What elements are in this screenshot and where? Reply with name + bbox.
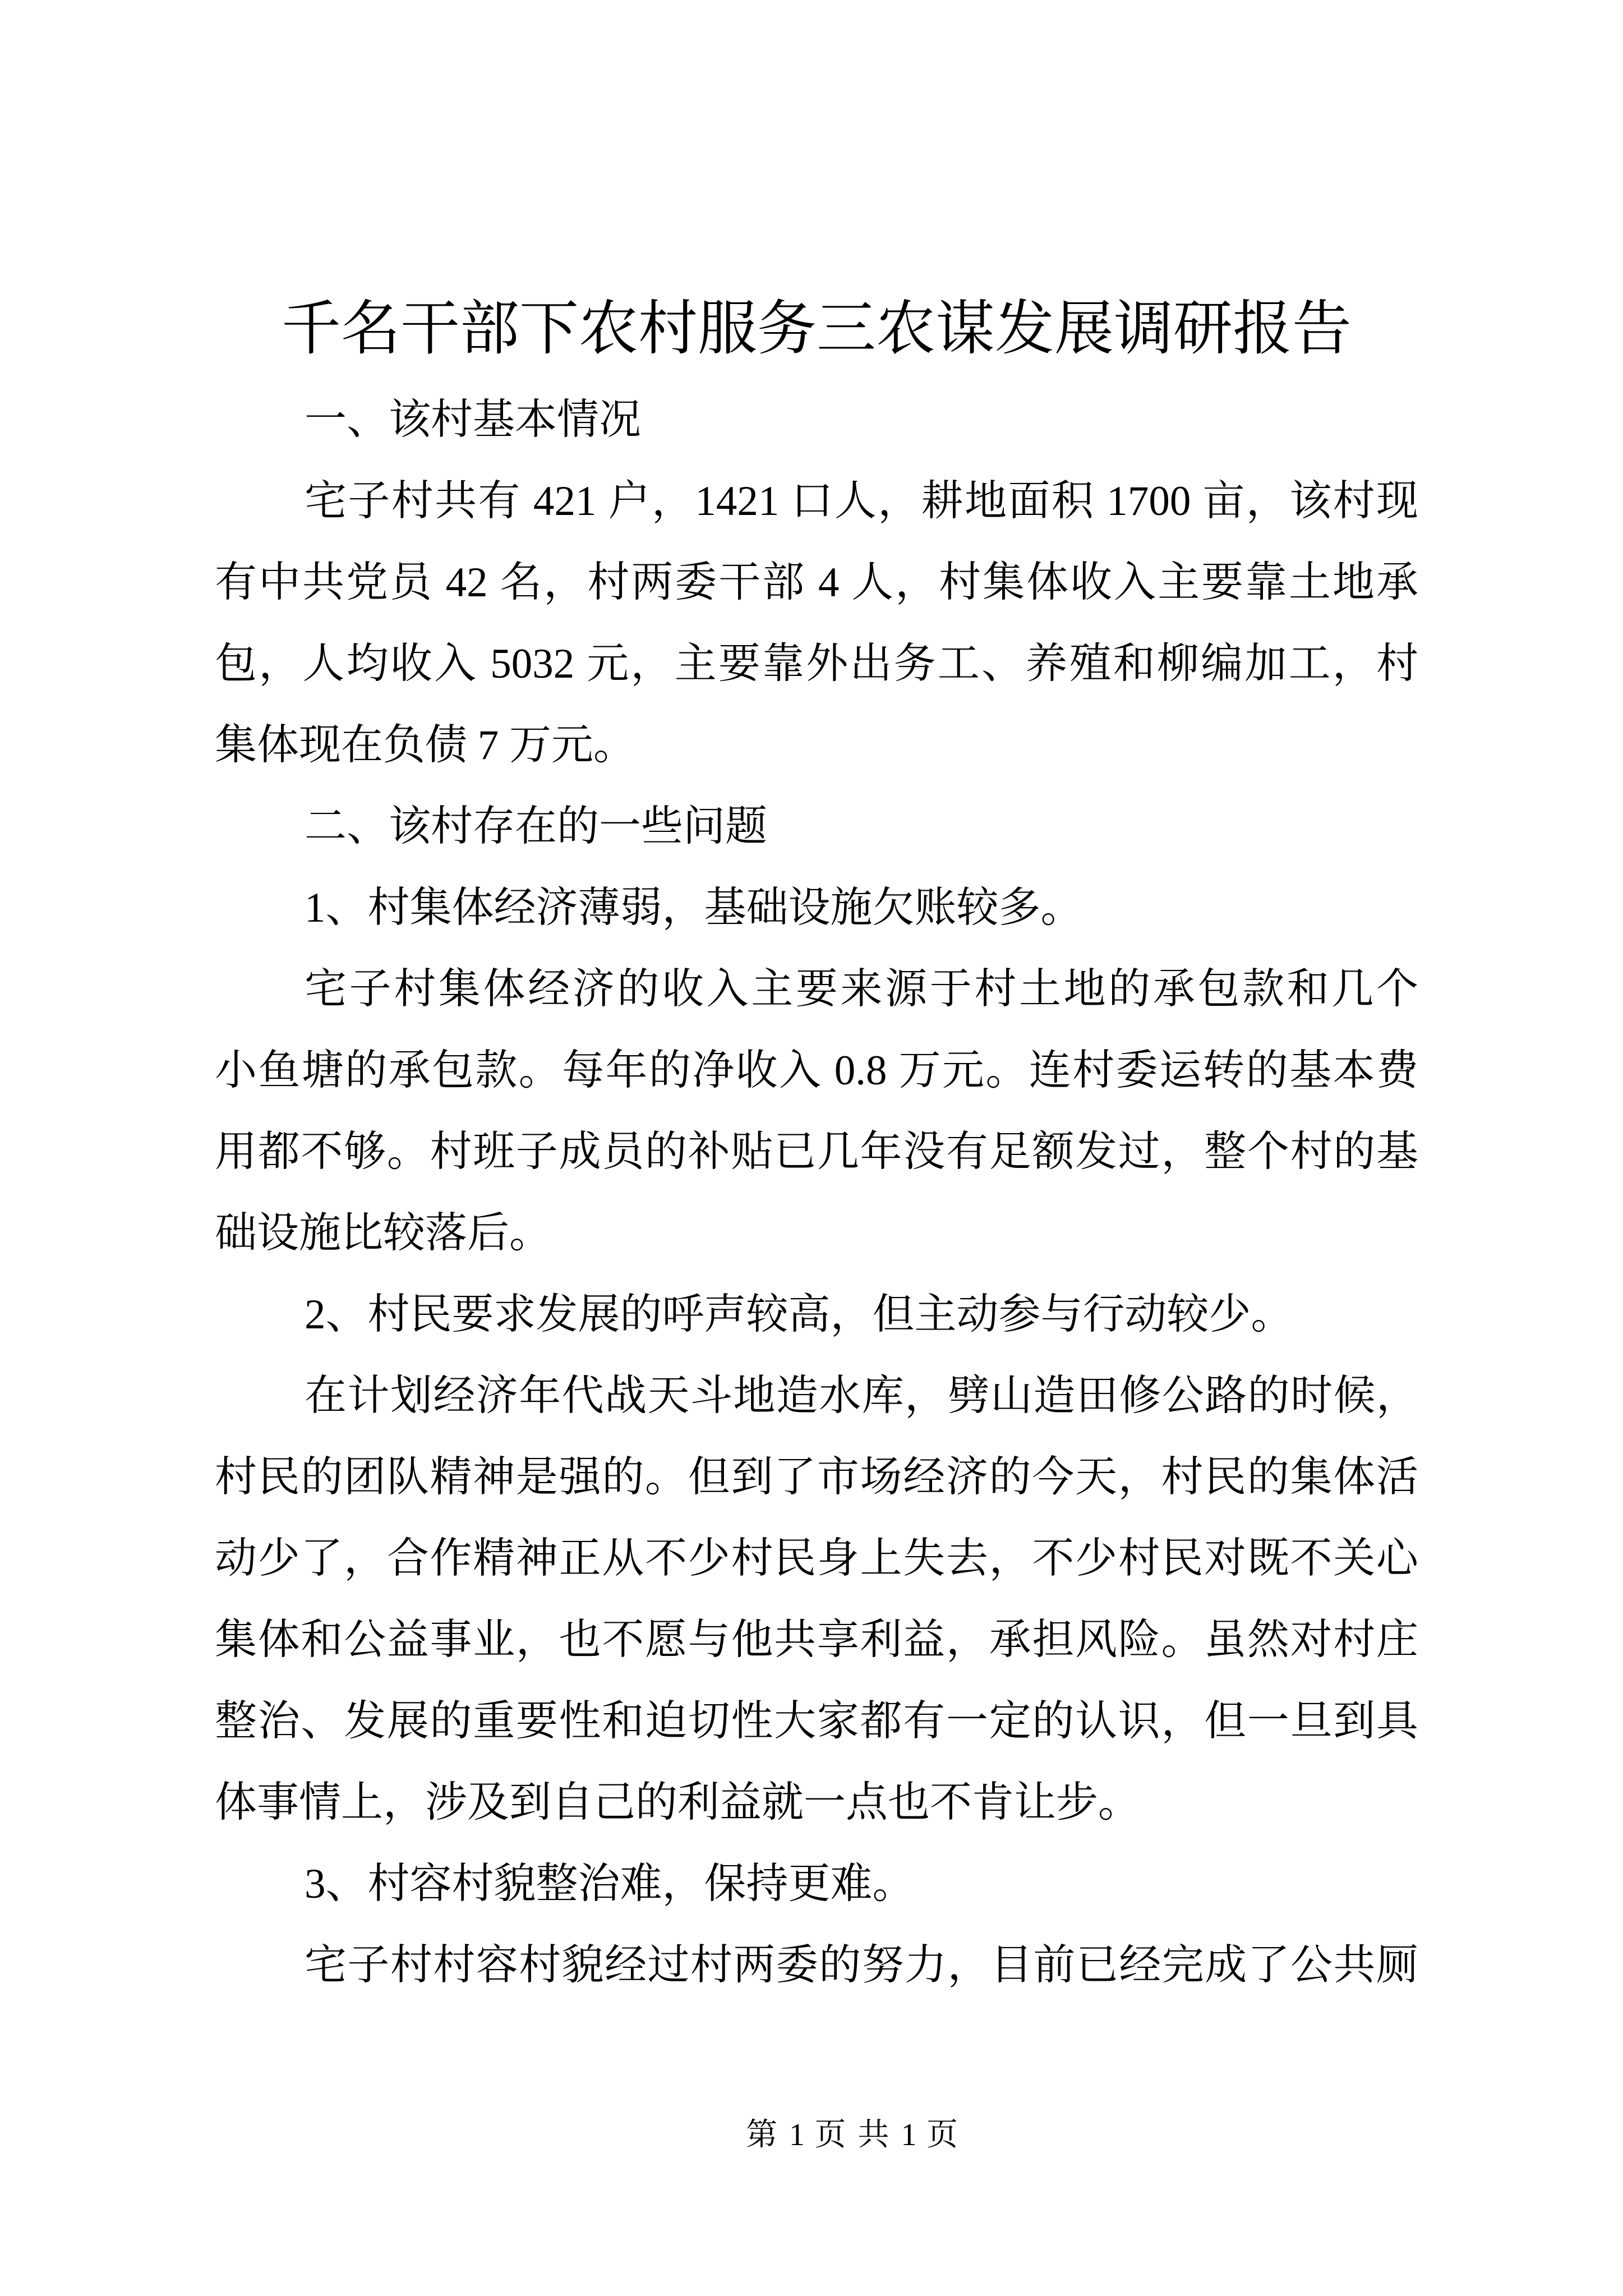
paragraph (215, 1355, 1418, 1843)
page-footer: 第 1 页 共 1 页 (746, 2118, 958, 2152)
paragraph-line: 集体和公益事业，也不愿与他共享利益，承担风险。虽然对村庄 (215, 1617, 1418, 1663)
paragraph (215, 461, 1418, 786)
paragraph-line: 3、村容村貌整治难，保持更难。 (305, 1861, 915, 1907)
paragraph-line: 小鱼塘的承包款。每年的净收入 0.8 万元。连村委运转的基本费 (215, 1047, 1418, 1094)
paragraph-line: 村民的团队精神是强的。但到了市场经济的今天，村民的集体活 (215, 1454, 1418, 1501)
paragraph-line: 宅子村集体经济的收入主要来源于村土地的承包款和几个 (305, 966, 1418, 1013)
paragraph-line: 动少了，合作精神正从不少村民身上失去，不少村民对既不关心 (215, 1535, 1418, 1582)
paragraph-line: 二、该村存在的一些问题 (305, 803, 768, 850)
paragraph (215, 949, 1418, 1274)
paragraph-line: 在计划经济年代战天斗地造水库，劈山造田修公路的时候， (305, 1373, 1418, 1419)
paragraph-line: 2、村民要求发展的呼声较高，但主动参与行动较少。 (305, 1291, 1293, 1338)
paragraph-line: 体事情上，涉及到自己的利益就一点也不肯让步。 (215, 1779, 1141, 1826)
subsection-heading (215, 1274, 1418, 1355)
document-body (215, 379, 1418, 2006)
subsection-heading (215, 867, 1418, 949)
section-heading (215, 786, 1418, 867)
paragraph-line: 用都不够。村班子成员的补贴已几年没有足额发过，整个村的基 (215, 1129, 1418, 1175)
paragraph-line: 1、村集体经济薄弱，基础设施欠账较多。 (305, 885, 1083, 931)
document-title: 千名干部下农村服务三农谋发展调研报告 (282, 296, 1352, 362)
paragraph-line: 整治、发展的重要性和迫切性大家都有一定的认识，但一旦到具 (215, 1698, 1418, 1745)
paragraph-line: 集体现在负债 7 万元。 (215, 722, 636, 769)
paragraph-line: 宅子村共有 421 户，1421 口人，耕地面积 1700 亩，该村现 (305, 478, 1418, 524)
paragraph-line: 有中共党员 42 名，村两委干部 4 人，村集体收入主要靠土地承 (215, 559, 1418, 606)
paragraph-line: 础设施比较落后。 (215, 1210, 552, 1257)
paragraph-line: 包，人均收入 5032 元，主要靠外出务工、养殖和柳编加工，村 (215, 641, 1418, 687)
section-heading (215, 379, 1418, 461)
paragraph-line: 宅子村村容村貌经过村两委的努力，目前已经完成了公共厕 (305, 1942, 1418, 1989)
paragraph-line: 一、该村基本情况 (305, 397, 642, 443)
paragraph (215, 1925, 1418, 2006)
subsection-heading (215, 1843, 1418, 1925)
